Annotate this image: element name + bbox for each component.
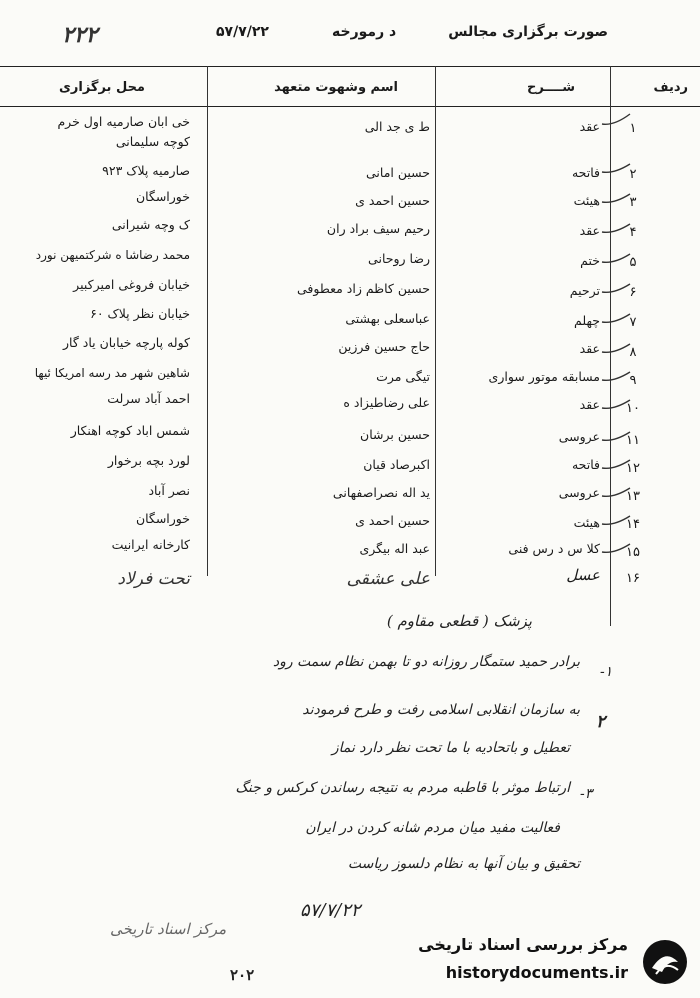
person-cell: حسین کاظم زاد معطوفی [296, 281, 430, 296]
row-number: ۱۴ [626, 517, 640, 532]
place-cell: تحت فرلاد [117, 569, 190, 589]
place-cell: خیابان نظر پلاک ۶۰ [90, 306, 190, 321]
description-cell: مسابقه موتور سواری [488, 369, 600, 384]
person-cell: تیگی مرت [376, 369, 430, 384]
row-number: ۹ [629, 373, 637, 388]
person-cell: ید اله نصراصفهانی [332, 485, 430, 500]
person-cell: علی رضاطیزاد ه [343, 395, 430, 410]
place-cell: لورد بچه برخوار [107, 453, 190, 468]
column-divider [207, 66, 208, 576]
place-cell: شاهین شهر مد رسه امریکا ئیها [34, 366, 190, 380]
watermark-title: مرکز بررسی اسناد تاریخی [418, 935, 628, 954]
note-item-continued: تعطیل و باتحادیه با ما تحت نظر دارد نماز [331, 740, 570, 756]
note-number: ۲ [596, 712, 606, 732]
person-cell: حسین احمد ی [355, 513, 430, 528]
place-cell: خیابان فروغی امیرکبیر [73, 277, 190, 292]
description-cell: عسل [566, 566, 600, 584]
place-cell: شمس اباد کوچه اهنکار [70, 423, 190, 438]
row-number: ۵ [629, 255, 637, 270]
description-cell: هیئت [573, 193, 600, 208]
person-cell: اکبرصاد قیان [363, 457, 430, 472]
description-cell: ترحیم [569, 283, 600, 298]
row-number: ۶ [629, 285, 637, 300]
row-number: ۱ [629, 121, 637, 136]
column-header-description: شــــرح [526, 80, 575, 95]
notes-heading: پزشک ( قطعی مقاوم ) [386, 612, 532, 630]
note-number: ۱- [600, 664, 613, 680]
row-number: ۱۳ [626, 489, 640, 504]
row-number: ۳ [629, 195, 637, 210]
person-cell: حسین برشان [360, 427, 430, 442]
column-header-place: محل برگزاری [58, 80, 145, 95]
row-number: ۱۱ [626, 433, 640, 448]
header-bottom-border [0, 106, 700, 107]
person-cell: حاج حسین فرزین [338, 339, 430, 354]
row-number: ۱۵ [626, 545, 640, 560]
tick-marks [600, 110, 640, 580]
column-divider [435, 66, 436, 576]
person-cell: رحیم سیف براد ران [326, 221, 430, 236]
row-number: ۱۲ [626, 461, 640, 476]
description-cell: عقد [579, 223, 600, 238]
note-item-continued: تحقیق و بیان آنها به نظام دلسوز ریاست [347, 856, 580, 872]
archive-logo-icon [640, 938, 690, 986]
person-cell: حسین امانی [365, 165, 430, 180]
row-number: ۱۰ [626, 401, 640, 416]
description-cell: کلا س د رس فنی [508, 541, 600, 556]
side-note: مرکز اسناد تاریخی [110, 920, 227, 938]
description-cell: عروسی [558, 485, 600, 500]
table-top-border [0, 66, 700, 67]
description-cell: عروسی [558, 429, 600, 444]
place-cell: کوله پارچه خیابان یاد گار [63, 335, 190, 350]
row-number: ۸ [629, 345, 637, 360]
place-cell: ک وچه شیرانی [111, 217, 190, 232]
date-label: د رمورخه [332, 24, 397, 40]
signature-date: ۵۷/۷/۲۲ [300, 900, 361, 921]
place-cell: خی ابان صارمیه اول خرم [57, 114, 190, 129]
place-cell: خوراسگان [135, 189, 190, 204]
place-cell: صارمیه پلاک ۹۲۳ [102, 163, 190, 178]
person-cell: عباسعلی بهشتی [345, 311, 430, 326]
description-cell: هیئت [573, 515, 600, 530]
note-item: به سازمان انقلابی اسلامی رفت و طرح فرمودند [302, 702, 580, 718]
document-title: صورت برگزاری مجالس [448, 24, 608, 40]
note-item: برادر حمید ستمگار روزانه دو تا بهمن نظام سمت رود [272, 654, 580, 670]
person-cell: حسین احمد ی [355, 193, 430, 208]
place-cell: خوراسگان [135, 511, 190, 526]
document-date: ۵۷/۷/۲۲ [216, 24, 269, 40]
watermark [414, 935, 694, 990]
row-number: ۱۶ [626, 571, 640, 586]
place-cell: محمد رضاشا ه شرکتمیهن نورد [35, 248, 190, 262]
description-cell: عقد [579, 341, 600, 356]
watermark-url: historydocuments.ir [445, 963, 628, 982]
description-cell: فاتحه [571, 165, 600, 180]
note-number: ۳- [580, 786, 593, 802]
person-cell: ط ی جد الی [364, 119, 430, 134]
place-cell: کارخانه ایرانیت [111, 537, 190, 552]
row-number: ۴ [629, 225, 637, 240]
row-number: ۷ [629, 315, 637, 330]
note-item-continued: فعالیت مفید میان مردم شانه کردن در ایران [305, 820, 560, 836]
column-header-row: ردیف [653, 80, 688, 95]
page-mark: ۲۲۲ [62, 22, 98, 48]
description-cell: ختم [580, 253, 600, 268]
place-cell: احمد آباد سرلت [107, 391, 190, 406]
column-header-person: اسم وشهوت متعهد [274, 80, 398, 95]
description-cell: فاتحه [571, 457, 600, 472]
page-number: ۲۰۲ [230, 966, 255, 984]
description-cell: عقد [579, 397, 600, 412]
note-item: ارتباط موثر با قاطبه مردم به نتیجه رساندن کرکس و جنگ [235, 780, 570, 796]
description-cell: چهلم [574, 313, 600, 328]
person-cell: علی عشقی [346, 569, 430, 589]
place-cell: نصر آباد [148, 483, 190, 498]
person-cell: عبد اله بیگری [359, 541, 430, 556]
row-number: ۲ [629, 167, 637, 182]
place-cell-line2: کوچه سلیمانی [115, 134, 190, 149]
person-cell: رضا روحانی [368, 251, 430, 266]
description-cell: عقد [579, 119, 600, 134]
